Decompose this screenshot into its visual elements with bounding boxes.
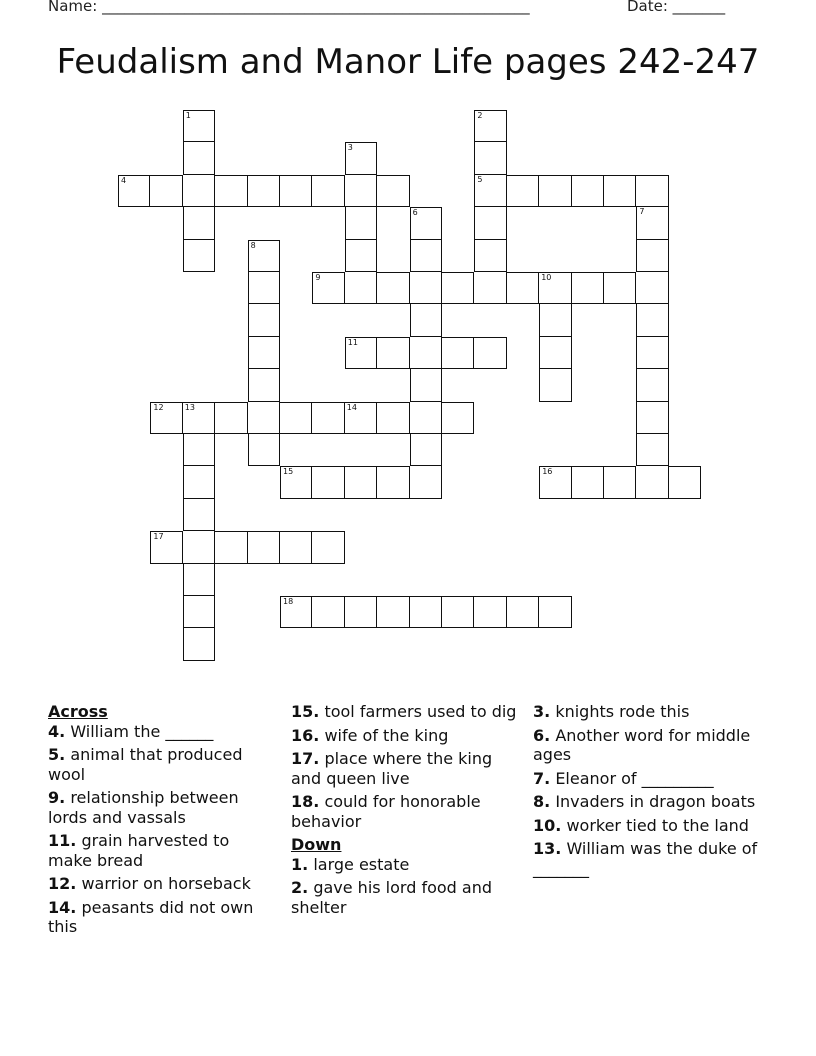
crossword-cell[interactable]	[248, 531, 280, 563]
crossword-cell[interactable]	[183, 142, 215, 174]
clue-number: 16	[542, 467, 553, 477]
crossword-cell[interactable]	[248, 272, 280, 304]
crossword-cell[interactable]	[539, 337, 571, 369]
crossword-cell[interactable]	[312, 175, 344, 207]
crossword-cell[interactable]	[604, 175, 636, 207]
across-clue-11: 11. grain harvested to make bread	[48, 831, 230, 870]
crossword-cell[interactable]	[539, 272, 571, 304]
clue-number: 10	[541, 273, 552, 282]
clue-number: 6	[412, 208, 418, 218]
clue-number: 18	[283, 597, 294, 606]
crossword-cell[interactable]	[410, 337, 442, 369]
crossword-cell[interactable]	[410, 402, 442, 434]
crossword-cell[interactable]	[442, 272, 474, 304]
clue-number: 7	[639, 207, 645, 217]
crossword-cell[interactable]	[377, 337, 409, 369]
crossword-cell[interactable]	[312, 596, 344, 628]
down-clue-6: 6. Another word for middle ages	[533, 725, 751, 764]
crossword-cell[interactable]	[183, 434, 215, 466]
crossword-cell[interactable]	[410, 207, 442, 239]
crossword-cell[interactable]	[636, 207, 668, 239]
crossword-cell[interactable]	[669, 466, 701, 498]
crossword-cell[interactable]	[410, 304, 442, 336]
clue-column-2	[291, 702, 521, 921]
clue-number: 12	[153, 402, 164, 412]
across-clue-12: 12. warrior on horseback	[48, 874, 251, 893]
crossword-cell[interactable]	[636, 304, 668, 336]
crossword-cell[interactable]	[183, 207, 215, 239]
clue-number: 17	[153, 532, 164, 542]
crossword-cell[interactable]	[183, 564, 215, 596]
clue-column-1	[48, 702, 278, 941]
down-clue-1: 1. large estate	[291, 854, 410, 874]
crossword-cell[interactable]	[442, 596, 474, 628]
date-field-label: Date: _______	[627, 0, 726, 15]
crossword-cell[interactable]	[183, 240, 215, 272]
crossword-cell[interactable]	[345, 142, 377, 174]
crossword-cell[interactable]	[183, 110, 215, 142]
crossword-cell[interactable]	[636, 337, 668, 369]
crossword-cell[interactable]	[183, 175, 215, 207]
crossword-cell[interactable]	[377, 272, 409, 304]
down-clue-7: 7. Eleanor of _________	[533, 768, 714, 788]
crossword-cell[interactable]	[150, 531, 182, 563]
across-clue-9: 9. relationship between lords and vassals	[48, 788, 239, 827]
crossword-cell[interactable]	[312, 531, 344, 563]
crossword-cell[interactable]	[539, 596, 571, 628]
crossword-cell[interactable]	[507, 272, 539, 304]
across-clue-17: 17. place where the king and queen live	[291, 749, 493, 788]
crossword-cell[interactable]	[636, 175, 668, 207]
crossword-cell[interactable]	[604, 466, 636, 498]
crossword-cell[interactable]	[636, 434, 668, 466]
crossword-cell[interactable]	[377, 466, 409, 498]
crossword-cell[interactable]	[474, 240, 506, 272]
clue-number: 15	[283, 467, 294, 477]
crossword-cell[interactable]	[183, 402, 215, 434]
clue-number: 2	[477, 111, 483, 120]
crossword-cell[interactable]	[442, 402, 474, 434]
crossword-cell[interactable]	[636, 369, 668, 401]
crossword-cell[interactable]	[636, 240, 668, 272]
crossword-cell[interactable]	[474, 110, 506, 142]
crossword-cell[interactable]	[539, 369, 571, 401]
across-clue-14: 14. peasants did not own this	[48, 897, 254, 936]
down-clue-13: 13. William was the duke of _______	[533, 839, 758, 878]
crossword-cell[interactable]	[410, 369, 442, 401]
crossword-cell[interactable]	[507, 175, 539, 207]
crossword-cell[interactable]	[345, 175, 377, 207]
crossword-cell[interactable]	[183, 628, 215, 660]
crossword-cell[interactable]	[248, 337, 280, 369]
clue-number: 5	[477, 174, 483, 184]
crossword-cell[interactable]	[474, 175, 506, 207]
across-heading: Across	[48, 702, 108, 721]
crossword-cell[interactable]	[345, 337, 377, 369]
crossword-cell[interactable]	[474, 596, 506, 628]
crossword-cell[interactable]	[215, 531, 247, 563]
clue-number: 4	[121, 175, 127, 185]
crossword-cell[interactable]	[280, 466, 312, 498]
crossword-cell[interactable]	[474, 142, 506, 174]
crossword-cell[interactable]	[474, 337, 506, 369]
crossword-cell[interactable]	[345, 272, 377, 304]
crossword-cell[interactable]	[248, 304, 280, 336]
crossword-cell[interactable]	[280, 175, 312, 207]
crossword-cell[interactable]	[312, 272, 344, 304]
crossword-cell[interactable]	[507, 596, 539, 628]
crossword-cell[interactable]	[474, 272, 506, 304]
down-clue-3: 3. knights rode this	[533, 702, 690, 721]
crossword-cell[interactable]	[248, 402, 280, 434]
crossword-cell[interactable]	[410, 272, 442, 304]
crossword-cell[interactable]	[539, 304, 571, 336]
crossword-cell[interactable]	[248, 240, 280, 272]
crossword-cell[interactable]	[312, 466, 344, 498]
crossword-cell[interactable]	[410, 434, 442, 466]
crossword-cell[interactable]	[410, 596, 442, 628]
clue-number: 9	[315, 273, 321, 282]
crossword-cell[interactable]	[215, 175, 247, 207]
crossword-cell[interactable]	[636, 402, 668, 434]
clue-number: 11	[347, 337, 358, 347]
crossword-cell[interactable]	[410, 466, 442, 498]
crossword-cell[interactable]	[312, 402, 344, 434]
across-clue-4: 4. William the ______	[48, 721, 214, 741]
crossword-cell[interactable]	[345, 596, 377, 628]
crossword-cell[interactable]	[280, 402, 312, 434]
crossword-cell[interactable]	[248, 175, 280, 207]
crossword-cell[interactable]	[442, 337, 474, 369]
crossword-cell[interactable]	[150, 175, 182, 207]
crossword-cell[interactable]	[248, 434, 280, 466]
crossword-cell[interactable]	[183, 596, 215, 628]
crossword-cell[interactable]	[377, 402, 409, 434]
crossword-cell[interactable]	[474, 207, 506, 239]
crossword-cell[interactable]	[280, 531, 312, 563]
crossword-cell[interactable]	[183, 466, 215, 498]
page-title: Feudalism and Manor Life pages 242-247	[56, 42, 760, 82]
across-clue-18: 18. could for honorable behavior	[291, 792, 481, 831]
crossword-cell[interactable]	[183, 531, 215, 563]
crossword-cell[interactable]	[345, 240, 377, 272]
name-field-label: Name: _________________________________________________________	[48, 0, 530, 15]
down-clue-8: 8. Invaders in dragon boats	[533, 792, 756, 811]
down-clue-2: 2. gave his lord food and shelter	[291, 878, 493, 917]
crossword-cell[interactable]	[572, 272, 604, 304]
crossword-cell[interactable]	[280, 596, 312, 628]
crossword-cell[interactable]	[345, 207, 377, 239]
crossword-cell[interactable]	[377, 175, 409, 207]
clue-number: 3	[347, 143, 353, 153]
crossword-cell[interactable]	[183, 499, 215, 531]
down-heading: Down	[291, 835, 342, 854]
crossword-cell[interactable]	[636, 272, 668, 304]
clue-number: 14	[346, 402, 357, 412]
crossword-cell[interactable]	[377, 596, 409, 628]
crossword-cell[interactable]	[410, 240, 442, 272]
crossword-cell[interactable]	[248, 369, 280, 401]
crossword-cell[interactable]	[572, 466, 604, 498]
clue-column-3	[533, 702, 768, 882]
crossword-cell[interactable]	[345, 402, 377, 434]
crossword-cell[interactable]	[150, 402, 182, 434]
crossword-cell[interactable]	[604, 272, 636, 304]
crossword-cell[interactable]	[572, 175, 604, 207]
across-clue-15: 15. tool farmers used to dig	[291, 702, 517, 721]
crossword-cell[interactable]	[539, 175, 571, 207]
crossword-cell[interactable]	[215, 402, 247, 434]
crossword-cell[interactable]	[539, 466, 571, 498]
crossword-cell[interactable]	[636, 466, 668, 498]
across-clue-16: 16. wife of the king	[291, 725, 449, 745]
down-clue-10: 10. worker tied to the land	[533, 815, 749, 835]
across-clue-5: 5. animal that produced wool	[48, 745, 243, 784]
clue-number: 13	[184, 402, 195, 412]
clue-number: 8	[250, 240, 256, 250]
clue-number: 1	[185, 111, 191, 120]
crossword-cell[interactable]	[118, 175, 150, 207]
crossword-cell[interactable]	[345, 466, 377, 498]
